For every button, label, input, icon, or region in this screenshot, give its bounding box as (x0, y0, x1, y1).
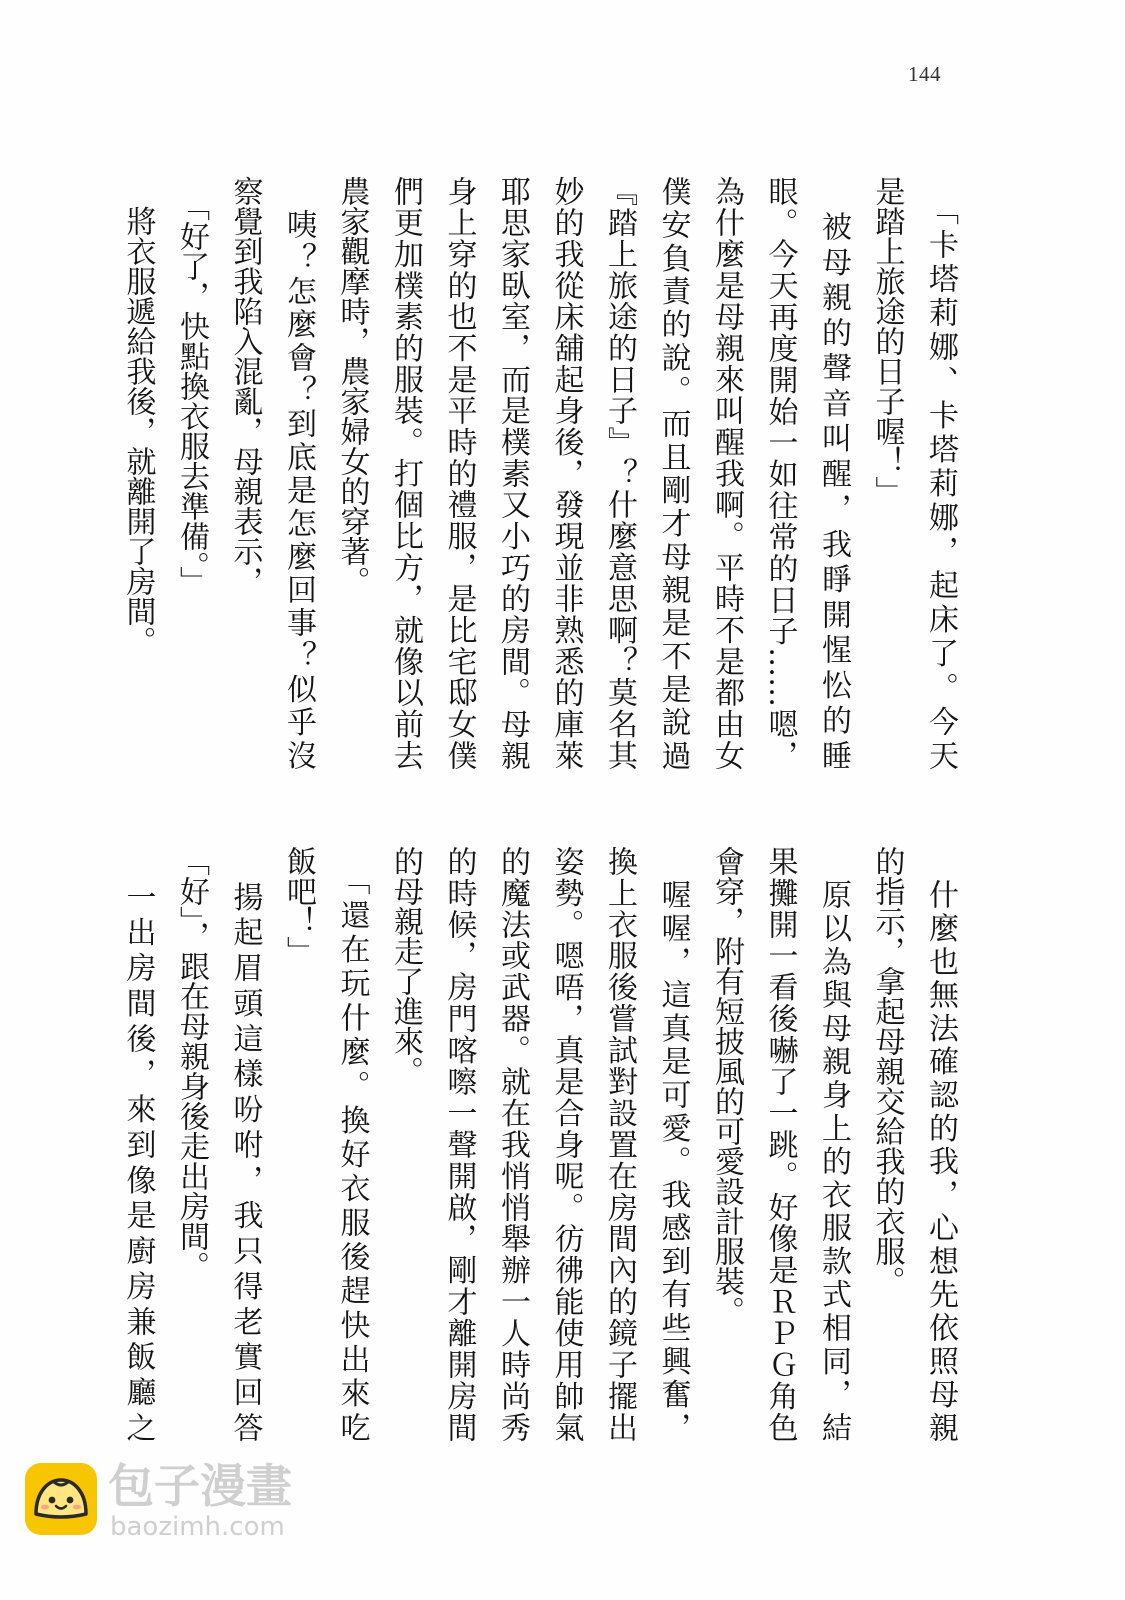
text-column: 察覺到我陷入混亂，母親表示， (227, 176, 263, 596)
text-column: 一出房間後，來到像是廚房兼飯廳之 (120, 846, 156, 1442)
baozi-bun-icon (24, 1462, 98, 1536)
site-watermark (24, 1460, 324, 1544)
watermark-url: baozimh.com (110, 1512, 285, 1542)
text-column: 的時候，房門喀嚓一聲開啟，剛才離開房間 (441, 846, 477, 1442)
text-column: 的魔法或武器。就在我悄悄舉辦一人時尚秀 (495, 846, 530, 1442)
text-column: 農家觀摩時，農家婦女的穿著。 (334, 176, 370, 596)
text-column: 的指示，拿起母親交給我的衣服。 (869, 846, 905, 1296)
text-column: 果攤開一看後嚇了一跳。好像是ＲＰＧ角色 (762, 846, 798, 1442)
text-column: 揚起眉頭這樣吩咐，我只得老實回答 (227, 846, 263, 1442)
bottom-text-section (0, 846, 1125, 1442)
text-column: 被母親的聲音叫醒，我睜開惺忪的睡 (816, 176, 851, 770)
text-column: 什麼也無法確認的我，心想先依照母親 (923, 846, 958, 1442)
text-column: 喔喔，這真是可愛。我感到有些興奮， (655, 846, 691, 1442)
text-column: 僕安負責的說。而且剛才母親是不是說過 (655, 176, 691, 770)
text-column: 會穿，附有短披風的可愛設計服裝。 (709, 846, 744, 1326)
text-column: 的母親走了進來。 (388, 846, 423, 1086)
text-column: 姿勢。嗯唔，真是合身呢。彷彿能使用帥氣 (548, 846, 584, 1442)
text-column: 飯吧！」 (281, 846, 316, 966)
text-column: 是踏上旅途的日子喔！」 (869, 176, 905, 506)
text-column: 「卡塔莉娜、卡塔莉娜，起床了。今天 (923, 176, 958, 770)
top-text-section (0, 176, 1125, 770)
text-column: 『踏上旅途的日子』？什麼意思啊？莫名其 (602, 176, 637, 770)
text-column: 「還在玩什麼。換好衣服後趕快出來吃 (334, 846, 370, 1442)
watermark-title: 包子漫畫 (108, 1459, 292, 1513)
text-column: 們更加樸素的服裝。打個比方，就像以前去 (388, 176, 423, 770)
text-column: 為什麼是母親來叫醒我啊。平時不是都由女 (709, 176, 744, 770)
text-column: 「好了，快點換衣服去準備。」 (174, 176, 209, 596)
text-column: 原以為與母親身上的衣服款式相同，結 (816, 846, 851, 1442)
text-column: 眼。今天再度開始一如往常的日子……嗯， (762, 176, 798, 770)
text-column: 換上衣服後嘗試對設置在房間內的鏡子擺出 (602, 846, 637, 1442)
text-column: 咦？怎麼會？到底是怎麼回事？似乎沒 (281, 176, 316, 770)
text-column: 耶思家臥室，而是樸素又小巧的房間。母親 (495, 176, 530, 770)
text-column: 「好」，跟在母親身後走出房間。 (174, 846, 209, 1281)
text-column: 妙的我從床舖起身後，發現並非熟悉的庫萊 (548, 176, 584, 770)
text-column: 將衣服遞給我後，就離開了房間。 (120, 176, 156, 656)
page-number: 144 (908, 62, 941, 86)
text-column: 身上穿的也不是平時的禮服，是比宅邸女僕 (441, 176, 477, 770)
